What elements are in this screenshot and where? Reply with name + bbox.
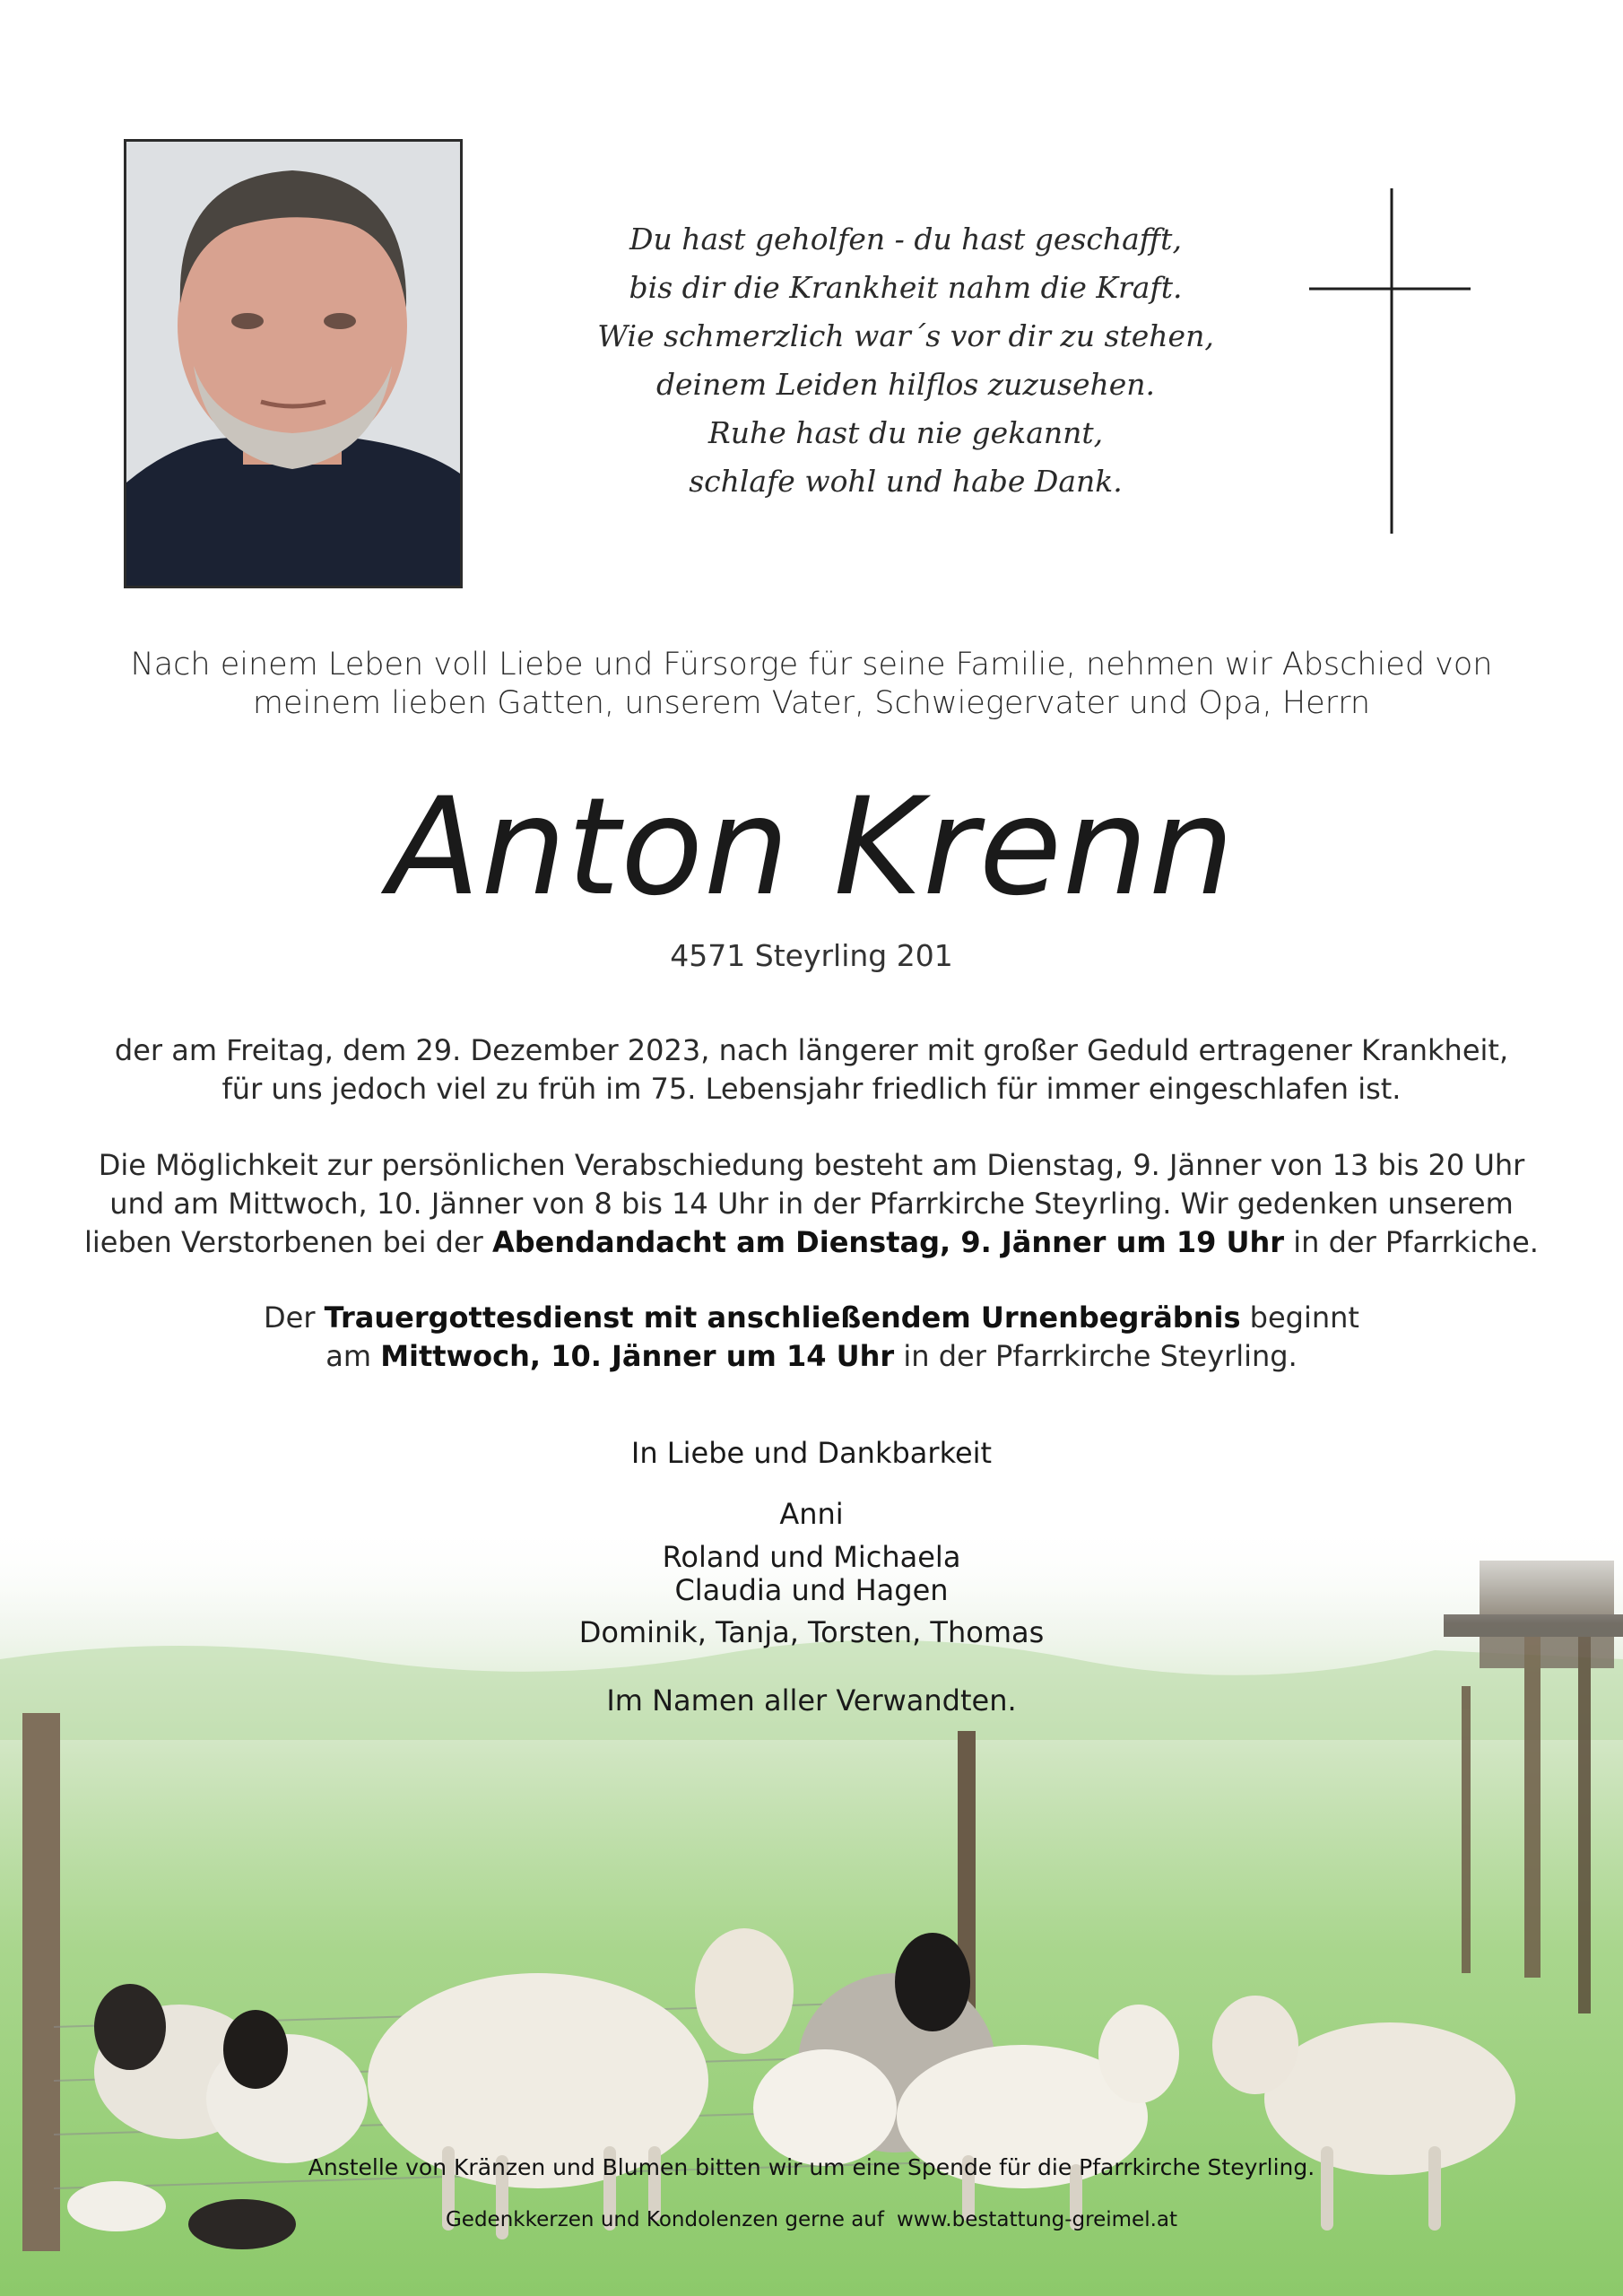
poem-line: Du hast geholfen - du hast geschafft, xyxy=(629,222,1182,257)
intro-line: meinem lieben Gatten, unserem Vater, Schwiegervater und Opa, Herrn xyxy=(252,685,1371,721)
vigil-highlight: Abendandacht am Dienstag, 9. Jänner um 19 Uhr xyxy=(491,1225,1285,1259)
donation-note: Anstelle von Kränzen und Blumen bitten wir um eine Spende für die Pfarrkirche Steyrling. xyxy=(308,2154,1315,2180)
poem-line: Wie schmerzlich war´s vor dir zu stehen, xyxy=(597,318,1214,353)
paragraph-line: und am Mittwoch, 10. Jänner von 8 bis 14 Uhr in der Pfarrkirche Steyrling. Wir gedenken unserem xyxy=(109,1187,1514,1221)
text-run: Der xyxy=(264,1300,325,1335)
text-run: in der Pfarrkiche. xyxy=(1284,1225,1539,1259)
paragraph-line: für uns jedoch viel zu früh im 75. Lebensjahr friedlich für immer eingeschlafen ist. xyxy=(221,1072,1402,1106)
poem-line: schlafe wohl und habe Dank. xyxy=(689,464,1123,499)
mourner-grandchildren: Dominik, Tanja, Torsten, Thomas xyxy=(578,1615,1045,1649)
intro-text xyxy=(0,646,1623,723)
text-run: am xyxy=(325,1339,381,1373)
paragraph-line: Die Möglichkeit zur persönlichen Verabschiedung besteht am Dienstag, 9. Jänner von 13 bis 20 Uhr xyxy=(98,1148,1525,1182)
portrait-image xyxy=(126,142,460,586)
condolence-note xyxy=(0,2205,1623,2235)
text-run: in der Pfarrkirche Steyrling. xyxy=(894,1339,1298,1373)
paragraph-line xyxy=(0,1223,1623,1262)
cross-icon xyxy=(1309,188,1471,534)
poem-line: bis dir die Krankheit nahm die Kraft. xyxy=(629,270,1183,305)
death-notice-paragraph xyxy=(0,1031,1623,1109)
poem-line: deinem Leiden hilflos zuzusehen. xyxy=(655,367,1156,402)
paragraph-line: der am Freitag, dem 29. Dezember 2023, nach längerer mit großer Geduld ertragener Krankheit, xyxy=(114,1033,1509,1067)
intro-line: Nach einem Leben voll Liebe und Fürsorge für seine Familie, nehmen wir Abschied von xyxy=(130,647,1493,683)
mourner-children xyxy=(0,1541,1623,1607)
paragraph-line xyxy=(0,1337,1623,1376)
closing-phrase: In Liebe und Dankbarkeit xyxy=(630,1436,993,1470)
condolence-link[interactable]: www.bestattung-greimel.at xyxy=(896,2208,1178,2231)
funeral-service-paragraph xyxy=(0,1299,1623,1376)
deceased-address: 4571 Steyrling 201 xyxy=(670,938,953,973)
mourner-relatives: Im Namen aller Verwandten. xyxy=(606,1683,1017,1718)
service-highlight: Trauergottesdienst mit anschließendem Urnenbegräbnis xyxy=(324,1300,1241,1335)
mourner-line: Claudia und Hagen xyxy=(674,1573,949,1607)
service-date-highlight: Mittwoch, 10. Jänner um 14 Uhr xyxy=(380,1339,895,1373)
text-run: beginnt xyxy=(1240,1300,1359,1335)
mourner-line: Roland und Michaela xyxy=(662,1540,961,1574)
farewell-paragraph xyxy=(0,1146,1623,1262)
text-run: lieben Verstorbenen bei der xyxy=(84,1225,492,1259)
deceased-name: Anton Krenn xyxy=(387,770,1236,926)
memorial-poem xyxy=(574,215,1237,506)
portrait-photo xyxy=(124,139,463,588)
condolence-text: Gedenkkerzen und Kondolenzen gerne auf xyxy=(445,2208,884,2231)
poem-line: Ruhe hast du nie gekannt, xyxy=(707,415,1104,450)
paragraph-line xyxy=(0,1299,1623,1337)
mourner-spouse: Anni xyxy=(779,1497,844,1531)
